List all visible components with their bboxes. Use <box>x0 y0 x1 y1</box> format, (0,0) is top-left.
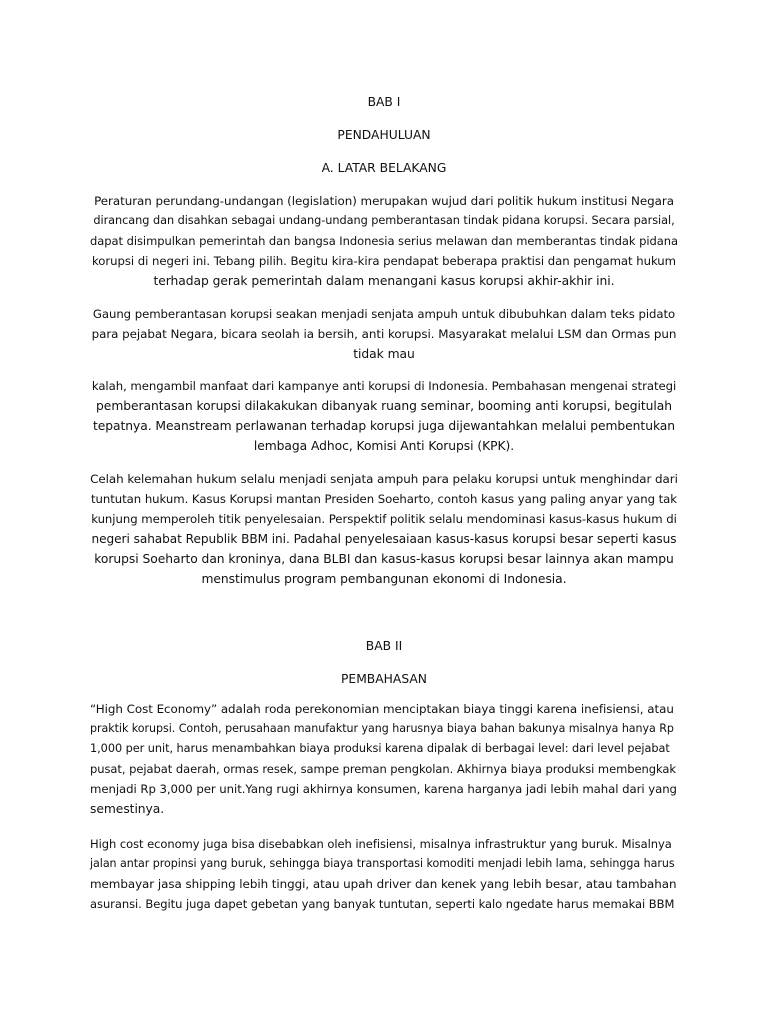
text-line: tepatnya. Meanstream perlawanan terhadap korupsi juga dijewantahkan melalui pembentukan <box>92 419 676 433</box>
text-line: 1,000 per unit, harus menambahkan biaya produksi karena dipalak di berbagai level: dari level pejabat <box>90 742 670 755</box>
text-line: tuntutan hukum. Kasus Korupsi mantan Presiden Soeharto, contoh kasus yang paling anyar yang tak <box>91 492 677 506</box>
text-line: kunjung memperoleh titik penyelesaian. Perspektif politik selalu mendominasi kasus-kasus hukum di <box>91 512 677 526</box>
paragraph-5 <box>90 699 678 819</box>
chapter-2-title: BAB II <box>365 639 403 653</box>
text-line: negeri sahabat Republik BBM ini. Padahal penyelesaiaan kasus-kasus korupsi besar seperti kasus <box>91 532 677 546</box>
text-line: membayar jasa shipping lebih tinggi, atau upah driver dan kenek yang lebih besar, atau tambahan <box>90 877 677 891</box>
paragraph-1 <box>90 191 678 291</box>
paragraph-2 <box>90 304 678 364</box>
text-line: kalah, mengambil manfaat dari kampanye anti korupsi di Indonesia. Pembahasan mengenai strategi <box>91 379 677 393</box>
chapter-subtitle: PENDAHULUAN <box>337 128 431 142</box>
paragraph-4 <box>90 469 678 589</box>
text-line: asuransi. Begitu juga dapet gebetan yang banyak tuntutan, seperti kalo ngedate harus memakai BBM <box>90 897 675 911</box>
paragraph-3 <box>90 376 678 456</box>
text-line: Celah kelemahan hukum selalu menjadi senjata ampuh para pelaku korupsi untuk menghindar dari <box>90 472 678 486</box>
text-line: dapat disimpulkan pemerintah dan bangsa Indonesia serius melawan dan memberantas tindak pidana <box>90 234 678 248</box>
text-line: menstimulus program pembangunan ekonomi di Indonesia. <box>201 572 567 586</box>
text-line: pusat, pejabat daerah, ormas resek, sampe preman pengkolan. Akhirnya biaya produksi membengkak <box>90 762 677 776</box>
text-line: korupsi Soeharto dan kroninya, dana BLBI dan kasus-kasus korupsi besar lainnya akan mampu <box>94 552 674 566</box>
text-line: praktik korupsi. Contoh, perusahaan manufaktur yang harusnya biaya bahan bakunya misalnya hanya Rp <box>90 722 674 735</box>
text-line: semestinya. <box>90 802 165 816</box>
text-line: Gaung pemberantasan korupsi seakan menjadi senjata ampuh untuk dibubuhkan dalam teks pidato <box>92 307 676 321</box>
text-line: tidak mau <box>353 347 415 361</box>
text-line: High cost economy juga bisa disebabkan oleh inefisiensi, misalnya infrastruktur yang buruk. Misalnya <box>90 837 672 851</box>
text-line: dirancang dan disahkan sebagai undang-undang pemberantasan tindak pidana korupsi. Secara parsial, <box>93 214 675 227</box>
chapter-title: BAB I <box>367 95 401 109</box>
paragraph-6 <box>90 834 678 914</box>
text-line: terhadap gerak pemerintah dalam menangani kasus korupsi akhir-akhir ini. <box>153 274 615 288</box>
text-line: menjadi Rp 3,000 per unit.Yang rugi akhirnya konsumen, karena harganya jadi lebih mahal dari yang <box>90 782 677 796</box>
text-line: “High Cost Economy” adalah roda perekonomian menciptakan biaya tinggi karena inefisiensi, atau <box>90 702 674 716</box>
section-heading: A. LATAR BELAKANG <box>321 161 447 175</box>
text-line: para pejabat Negara, bicara seolah ia bersih, anti korupsi. Masyarakat melalui LSM dan Ormas pun <box>91 327 677 341</box>
text-line: jalan antar propinsi yang buruk, sehingga biaya transportasi komoditi menjadi lebih lama, sehingga harus <box>90 857 675 870</box>
chapter-2-subtitle: PEMBAHASAN <box>341 672 427 686</box>
text-line: Peraturan perundang-undangan (legislation) merupakan wujud dari politik hukum institusi Negara <box>94 194 674 208</box>
text-line: korupsi di negeri ini. Tebang pilih. Begitu kira-kira pendapat beberapa praktisi dan pengamat hukum <box>91 254 677 268</box>
text-line: pemberantasan korupsi dilakakukan dibanyak ruang seminar, booming anti korupsi, begitulah <box>96 399 672 413</box>
text-line: lembaga Adhoc, Komisi Anti Korupsi (KPK). <box>253 439 515 453</box>
